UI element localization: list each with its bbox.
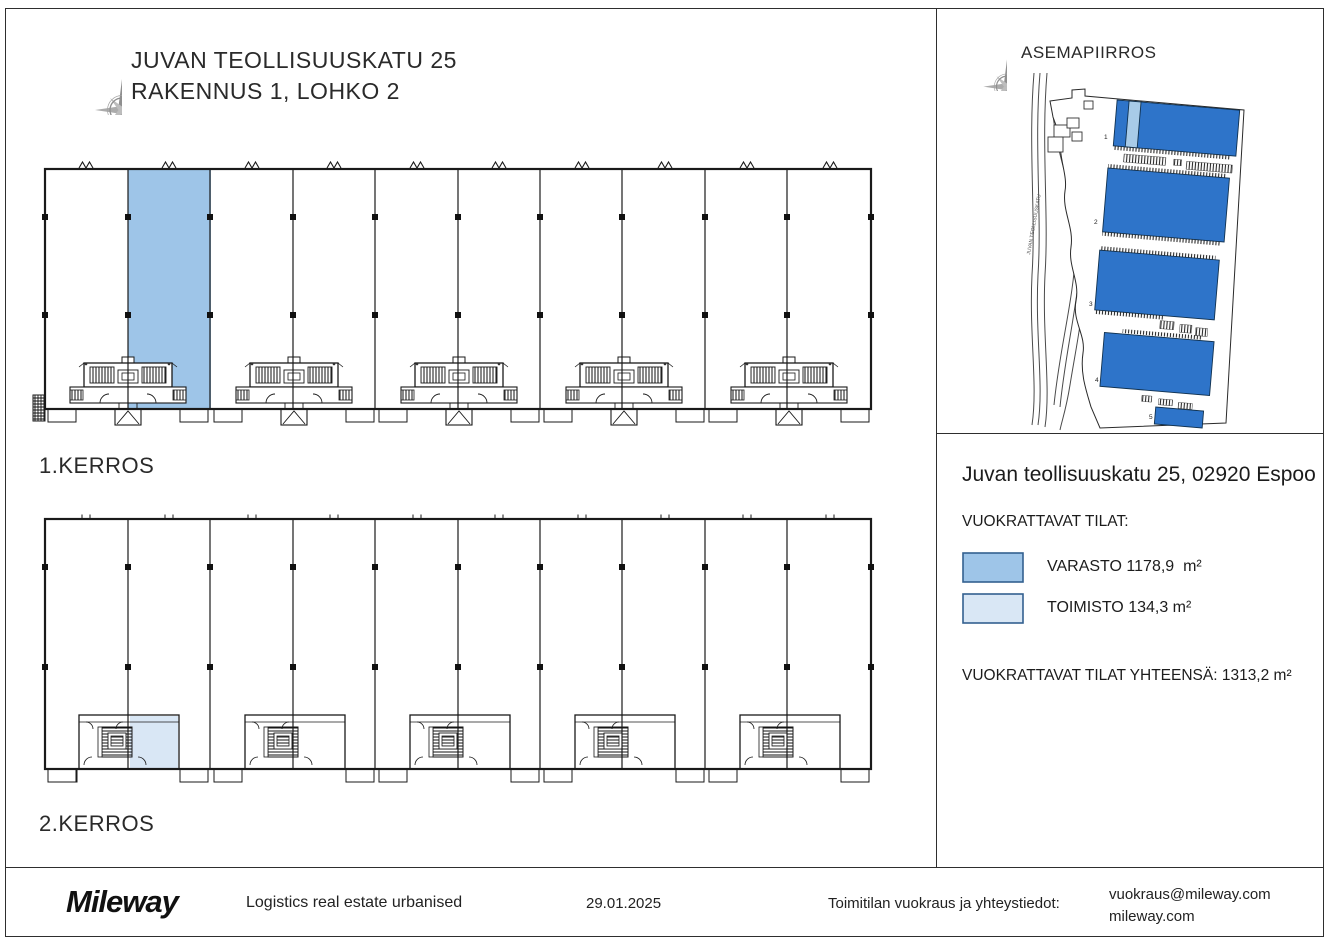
right-panel xyxy=(936,9,1323,867)
floor2-label: 2.KERROS xyxy=(39,811,155,836)
siteplan-title: ASEMAPIIRROS xyxy=(1021,43,1157,62)
total-area-label: VUOKRATTAVAT TILAT YHTEENSÄ: 1313,2 m² xyxy=(962,667,1292,684)
rental-info-panel xyxy=(937,435,1323,867)
contact-links xyxy=(1109,884,1271,928)
footer-bar xyxy=(6,867,1323,937)
contact-website: mileway.com xyxy=(1109,908,1195,925)
building-number: 5 xyxy=(1149,414,1153,421)
building-number: 1 xyxy=(1104,134,1108,141)
floor1-plan-drawing xyxy=(31,151,891,443)
varasto-swatch xyxy=(962,552,1024,583)
building-number: 3 xyxy=(1089,301,1093,308)
contact-label: Toimitilan vuokraus ja yhteystiedot: xyxy=(828,895,1060,912)
varasto-label: VARASTO 1178,9 m² xyxy=(1047,558,1202,575)
footer-date: 29.01.2025 xyxy=(586,895,662,912)
toimisto-label: TOIMISTO 134,3 m² xyxy=(1047,599,1192,616)
contact-email: vuokraus@mileway.com xyxy=(1109,886,1271,903)
plan-document-page xyxy=(5,8,1324,937)
street-label: JUVAN TEOLLISUUSKATU xyxy=(1026,193,1043,256)
page-title-line2: RAKENNUS 1, LOHKO 2 xyxy=(131,78,400,104)
compass-rose-icon xyxy=(58,35,122,115)
floor1-label: 1.KERROS xyxy=(39,453,155,478)
page-title xyxy=(131,45,457,107)
rentable-heading: VUOKRATTAVAT TILAT: xyxy=(962,513,1129,530)
address-heading: Juvan teollisuuskatu 25, 02920 Espoo xyxy=(962,463,1316,486)
mileway-logo: Mileway xyxy=(66,884,178,919)
toimisto-swatch xyxy=(962,593,1024,624)
building-number: 2 xyxy=(1094,219,1098,226)
page-title-line1: JUVAN TEOLLISUUSKATU 25 xyxy=(131,47,457,73)
floor2-plan-drawing xyxy=(31,509,891,801)
siteplan-panel xyxy=(937,9,1323,434)
building-number: 4 xyxy=(1095,377,1099,384)
footer-tagline: Logistics real estate urbanised xyxy=(246,894,463,911)
siteplan-drawing xyxy=(937,65,1322,433)
